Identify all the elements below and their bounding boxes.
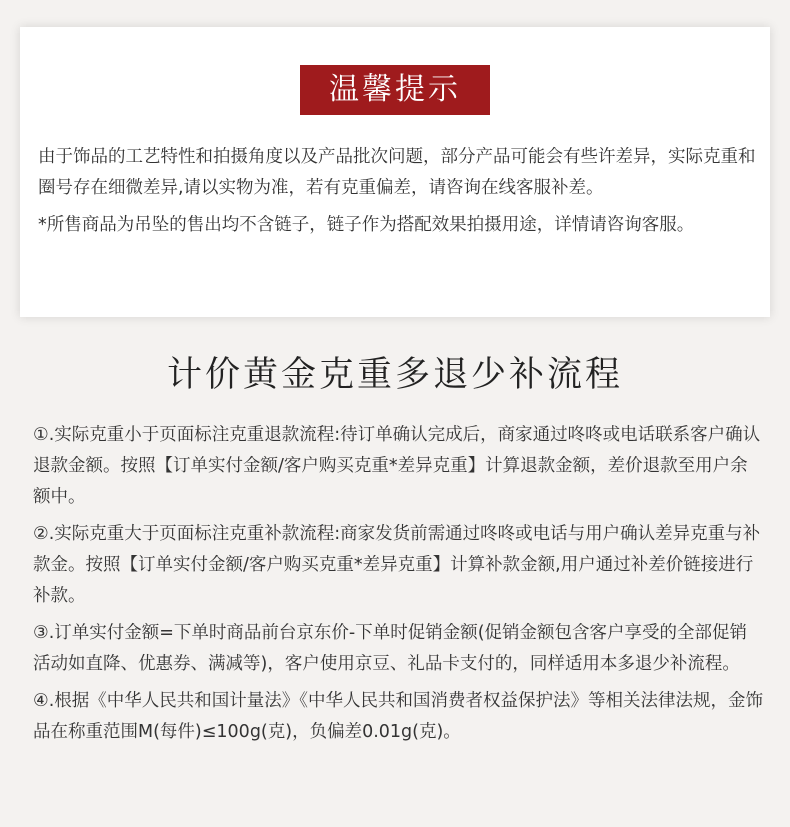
rule-item: ③.订单实付金额=下单时商品前台京东价-下单时促销金额(促销金额包含客户享受的全部促销活动如直降、优惠券、满减等)，客户使用京豆、礼品卡支付的，同样适用本多退少补流程。 (33, 623, 748, 674)
notice-text (38, 142, 760, 247)
rule-item: ①.实际克重小于页面标注克重退款流程:待订单确认完成后，商家通过咚咚或电话联系客户确认退款金额。按照【订单实付金额/客户购买克重*差异克重】计算退款金额，差价退款至用户余额中。 (33, 425, 761, 507)
process-rules (33, 420, 763, 754)
rule-item: ②.实际克重大于页面标注克重补款流程:商家发货前需通过咚咚或电话与用户确认差异克重与补款金。按照【订单实付金额/客户购买克重*差异克重】计算补款金额,用户通过补差价链接进行补款。 (33, 524, 761, 606)
rule-item: ④.根据《中华人民共和国计量法》《中华人民共和国消费者权益保护法》等相关法律法规，金饰品在称重范围M(每件)≤100g(克)，负偏差0.01g(克)。 (33, 691, 763, 742)
notice-title: 温馨提示 (300, 65, 490, 115)
notice-paragraph: 由于饰品的工艺特性和拍摄角度以及产品批次问题，部分产品可能会有些许差异，实际克重和圈号存在细微差异,请以实物为准，若有克重偏差，请咨询在线客服补差。 (38, 147, 756, 198)
notice-card (20, 27, 770, 317)
process-title: 计价黄金克重多退少补流程 (166, 355, 623, 395)
notice-paragraph: *所售商品为吊坠的售出均不含链子，链子作为搭配效果拍摄用途，详情请咨询客服。 (38, 215, 695, 235)
